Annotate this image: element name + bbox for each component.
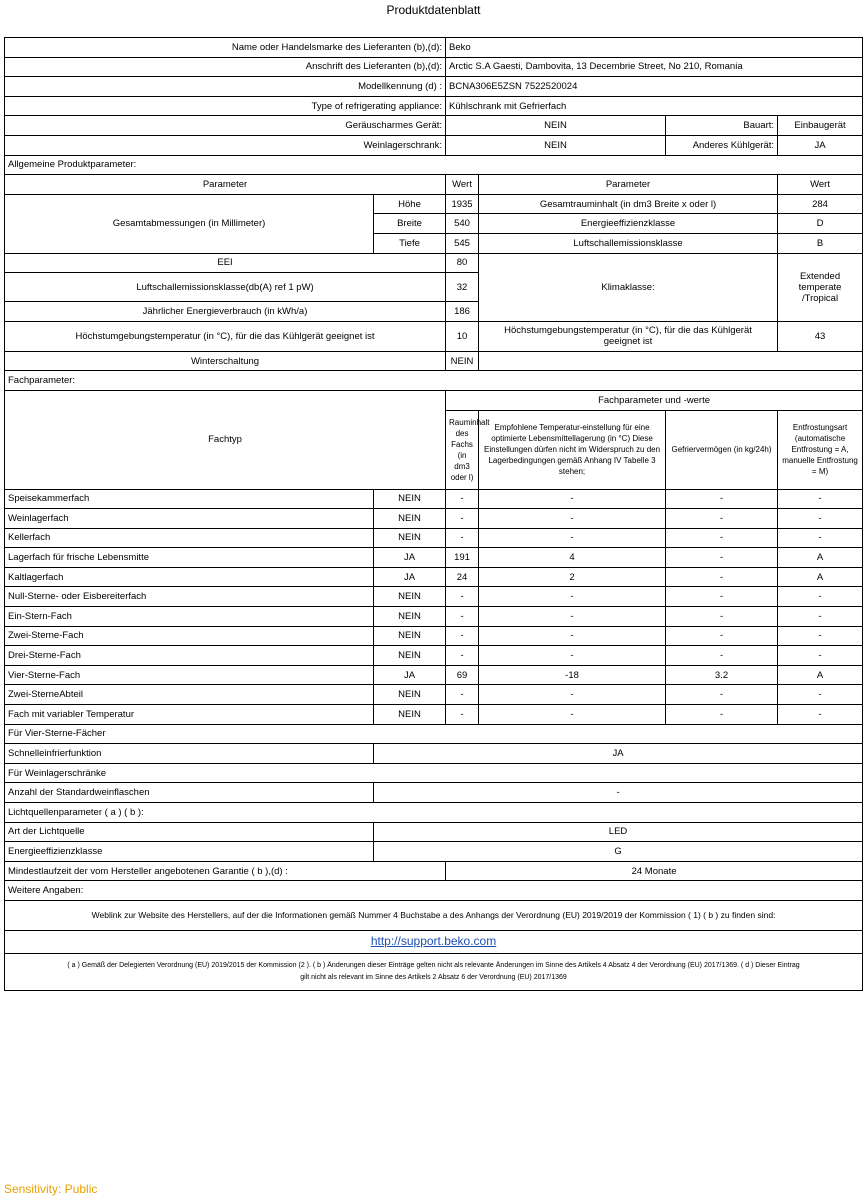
compartment-volume: 24 xyxy=(446,567,479,587)
compartment-name: Fach mit variabler Temperatur xyxy=(5,705,374,725)
compartment-freezing-capacity: - xyxy=(666,607,778,627)
row-light-type xyxy=(5,822,863,842)
table-row xyxy=(5,607,863,627)
section-four-star xyxy=(5,724,863,744)
compartment-defrost: - xyxy=(778,509,863,529)
value: 24 Monate xyxy=(446,861,863,881)
compartment-present: NEIN xyxy=(374,607,446,627)
climate-line: Extended xyxy=(799,270,841,282)
row-model xyxy=(5,77,863,97)
column-header: Parameter xyxy=(479,175,778,195)
section-heading: Allgemeine Produktparameter: xyxy=(5,155,863,175)
value: 80 xyxy=(446,253,479,273)
compartment-freezing-capacity: - xyxy=(666,626,778,646)
compartment-name: Lagerfach für frische Lebensmitte xyxy=(5,548,374,568)
section-light xyxy=(5,803,863,823)
value: LED xyxy=(374,822,863,842)
section-heading: Für Weinlagerschränke xyxy=(5,763,863,783)
label: Bauart: xyxy=(666,116,778,136)
row-wine-cabinet xyxy=(5,135,863,155)
compartment-temperature: -18 xyxy=(479,665,666,685)
table-row xyxy=(5,567,863,587)
compartment-defrost: - xyxy=(778,646,863,666)
label: Breite xyxy=(374,214,446,234)
compartment-freezing-capacity: - xyxy=(666,685,778,705)
label: Winterschaltung xyxy=(5,351,446,371)
value: Beko xyxy=(446,38,863,58)
compartment-defrost: A xyxy=(778,567,863,587)
compartment-present: NEIN xyxy=(374,587,446,607)
compartment-temperature: - xyxy=(479,626,666,646)
compartment-freezing-capacity: - xyxy=(666,646,778,666)
compartment-volume: 191 xyxy=(446,548,479,568)
climate-label: Klimaklasse: xyxy=(479,253,778,321)
section-heading: Fachparameter: xyxy=(5,371,863,391)
label: Anschrift des Lieferanten (b),(d): xyxy=(5,57,446,77)
climate-line: temperate xyxy=(798,281,842,293)
compartment-present: JA xyxy=(374,567,446,587)
value: - xyxy=(374,783,863,803)
table-row xyxy=(5,489,863,509)
compartment-freezing-capacity: - xyxy=(666,548,778,568)
column-header: Wert xyxy=(778,175,863,195)
row-general-header xyxy=(5,175,863,195)
compartment-present: NEIN xyxy=(374,489,446,509)
compartment-volume: - xyxy=(446,528,479,548)
compartment-temperature: - xyxy=(479,489,666,509)
value: 545 xyxy=(446,233,479,253)
column-header: Wert xyxy=(446,175,479,195)
label: Gesamtrauminhalt (in dm3 Breite x oder l) xyxy=(479,194,778,214)
compartment-defrost: - xyxy=(778,528,863,548)
table-row xyxy=(5,665,863,685)
section-wine xyxy=(5,763,863,783)
compartment-temperature: - xyxy=(479,528,666,548)
compartment-freezing-capacity: 3.2 xyxy=(666,665,778,685)
compartment-present: NEIN xyxy=(374,528,446,548)
label-line: geeignet ist xyxy=(603,336,653,348)
value: 540 xyxy=(446,214,479,234)
compartment-volume: - xyxy=(446,626,479,646)
label: Name oder Handelsmarke des Lieferanten (b),(d): xyxy=(5,38,446,58)
dimensions-label: Gesamtabmessungen (in Millimeter) xyxy=(5,194,374,253)
label: Type of refrigerating appliance: xyxy=(5,96,446,116)
column-header: Parameter xyxy=(5,175,446,195)
value: JA xyxy=(374,744,863,764)
compartment-defrost: - xyxy=(778,587,863,607)
row-warranty xyxy=(5,861,863,881)
column-header: Entfrostungsart (automatische Entfrostung = A, manuelle Entfrostung = M) xyxy=(778,410,863,489)
compartment-temperature: - xyxy=(479,587,666,607)
compartment-volume: - xyxy=(446,646,479,666)
compartment-freezing-capacity: - xyxy=(666,567,778,587)
table-row xyxy=(5,646,863,666)
label: EEI xyxy=(5,253,446,273)
row-quiet xyxy=(5,116,863,136)
compartment-volume: - xyxy=(446,489,479,509)
compartment-present: NEIN xyxy=(374,705,446,725)
label: Tiefe xyxy=(374,233,446,253)
value: Einbaugerät xyxy=(778,116,863,136)
table-row xyxy=(5,548,863,568)
value: BCNA306E5ZSN 7522520024 xyxy=(446,77,863,97)
label: Energieeffizienzklasse xyxy=(479,214,778,234)
compartment-name: Zwei-Sterne-Fach xyxy=(5,626,374,646)
compartment-volume: - xyxy=(446,607,479,627)
label: Jährlicher Energieverbrauch (in kWh/a) xyxy=(5,302,446,322)
compartment-name: Zwei-SterneAbteil xyxy=(5,685,374,705)
compartment-name: Weinlagerfach xyxy=(5,509,374,529)
table-row xyxy=(5,528,863,548)
compartment-name: Speisekammerfach xyxy=(5,489,374,509)
label: Modellkennung (d) : xyxy=(5,77,446,97)
compartment-temperature: - xyxy=(479,705,666,725)
row-appliance-type xyxy=(5,96,863,116)
value: 43 xyxy=(778,321,863,351)
section-heading: Für Vier-Sterne-Fächer xyxy=(5,724,863,744)
label: Mindestlaufzeit der vom Hersteller angebotenen Garantie ( b ),(d) : xyxy=(5,861,446,881)
compartment-temperature: 4 xyxy=(479,548,666,568)
value: JA xyxy=(778,135,863,155)
row-supplier-address xyxy=(5,57,863,77)
compartment-present: NEIN xyxy=(374,685,446,705)
section-compartments xyxy=(5,371,863,391)
value: D xyxy=(778,214,863,234)
value: G xyxy=(374,842,863,862)
compartment-present: NEIN xyxy=(374,626,446,646)
label: Höchstumgebungstemperatur (in °C), für die das Kühlgerät geeignet ist xyxy=(5,321,446,351)
compartment-volume: - xyxy=(446,705,479,725)
value: NEIN xyxy=(446,135,666,155)
section-further xyxy=(5,881,863,901)
row-supplier-name xyxy=(5,38,863,58)
value: 186 xyxy=(446,302,479,322)
climate-value xyxy=(778,253,863,321)
compartment-rows xyxy=(5,489,863,724)
climate-line: /Tropical xyxy=(802,292,839,304)
row-weblink xyxy=(5,900,863,930)
sensitivity-label: Sensitivity: Public xyxy=(4,1182,98,1196)
compartment-present: NEIN xyxy=(374,509,446,529)
label: Anzahl der Standardweinflaschen xyxy=(5,783,374,803)
table-row xyxy=(5,705,863,725)
value: Arctic S.A Gaesti, Dambovita, 13 Decembrie Street, No 210, Romania xyxy=(446,57,863,77)
compartment-volume: - xyxy=(446,509,479,529)
label: Anderes Kühlgerät: xyxy=(666,135,778,155)
compartment-name: Kellerfach xyxy=(5,528,374,548)
compartment-temperature: - xyxy=(479,509,666,529)
product-data-sheet xyxy=(4,37,863,991)
table-row xyxy=(5,685,863,705)
column-header: Empfohlene Temperatur-einstellung für eine optimierte Lebensmittellagerung (in °C) Diese Einstellungen dürfen nicht im Widerspruch zu den Lagerbedingungen gemäß Anhang IV Tabelle 3 stehen; xyxy=(479,410,666,489)
section-heading: Lichtquellenparameter ( a ) ( b ): xyxy=(5,803,863,823)
compartment-present: NEIN xyxy=(374,646,446,666)
footnote xyxy=(5,953,863,990)
value: 1935 xyxy=(446,194,479,214)
value: B xyxy=(778,233,863,253)
label: Höhe xyxy=(374,194,446,214)
group-header: Fachparameter und -werte xyxy=(446,390,863,410)
value: 284 xyxy=(778,194,863,214)
compartment-temperature: - xyxy=(479,685,666,705)
label-line: Höchstumgebungstemperatur (in °C), für die das Kühlgerät xyxy=(504,325,752,337)
footnote-line: ( a ) Gemäß der Delegierten Verordnung (EU) 2019/2015 der Kommission (2 ). ( b ) Änderungen dieser Einträge gelten nicht als relevante Änderungen im Sinne des Artikels 4 Absatz 4 der Verordnung (EU) 2017/1369. ( d ) Dieser Eintrag xyxy=(67,961,800,969)
compartment-name: Null-Sterne- oder Eisbereiterfach xyxy=(5,587,374,607)
compartment-name: Kaltlagerfach xyxy=(5,567,374,587)
row-winter xyxy=(5,351,863,371)
label: Schnelleinfrierfunktion xyxy=(5,744,374,764)
row-quickfreeze xyxy=(5,744,863,764)
compartment-volume: - xyxy=(446,685,479,705)
footnote-line: gilt nicht als relevant im Sinne des Artikels 2 Absatz 6 der Verordnung (EU) 2017/1369 xyxy=(300,973,567,981)
value: NEIN xyxy=(446,351,479,371)
value: Kühlschrank mit Gefrierfach xyxy=(446,96,863,116)
compartment-freezing-capacity: - xyxy=(666,587,778,607)
row-height xyxy=(5,194,863,214)
compartment-defrost: - xyxy=(778,489,863,509)
compartment-freezing-capacity: - xyxy=(666,528,778,548)
compartment-name: Drei-Sterne-Fach xyxy=(5,646,374,666)
table-row xyxy=(5,587,863,607)
row-light-class xyxy=(5,842,863,862)
compartment-defrost: - xyxy=(778,705,863,725)
label: Geräuscharmes Gerät: xyxy=(5,116,446,136)
compartment-name: Ein-Stern-Fach xyxy=(5,607,374,627)
value: 32 xyxy=(446,273,479,302)
label: Luftschallemissionsklasse(db(A) ref 1 pW) xyxy=(5,273,446,302)
row-bottles xyxy=(5,783,863,803)
value: 10 xyxy=(446,321,479,351)
column-header: Rauminhalt des Fachs (in dm3 oder l) xyxy=(446,410,479,489)
compartment-temperature: - xyxy=(479,646,666,666)
compartment-defrost: - xyxy=(778,685,863,705)
compartment-present: JA xyxy=(374,548,446,568)
compartment-temperature: - xyxy=(479,607,666,627)
compartment-freezing-capacity: - xyxy=(666,705,778,725)
section-general xyxy=(5,155,863,175)
row-compartment-group xyxy=(5,390,863,410)
row-url xyxy=(5,930,863,953)
table-row xyxy=(5,509,863,529)
compartment-present: JA xyxy=(374,665,446,685)
section-heading: Weitere Angaben: xyxy=(5,881,863,901)
label xyxy=(479,321,778,351)
column-header: Gefriervermögen (in kg/24h) xyxy=(666,410,778,489)
compartment-freezing-capacity: - xyxy=(666,489,778,509)
row-eei xyxy=(5,253,863,273)
page-title: Produktdatenblatt xyxy=(386,3,481,17)
compartment-defrost: - xyxy=(778,626,863,646)
compartment-name: Vier-Sterne-Fach xyxy=(5,665,374,685)
label: Luftschallemissionsklasse xyxy=(479,233,778,253)
value: NEIN xyxy=(446,116,666,136)
compartment-freezing-capacity: - xyxy=(666,509,778,529)
manufacturer-link[interactable]: http://support.beko.com xyxy=(370,933,497,948)
compartment-temperature: 2 xyxy=(479,567,666,587)
weblink-text: Weblink zur Website des Herstellers, auf der die Informationen gemäß Nummer 4 Buchstabe a des Anhangs der Verordnung (EU) 2019/2019 der Kommission ( 1) ( b ) zu finden sind: xyxy=(5,900,863,930)
label: Energieeffizienzklasse xyxy=(5,842,374,862)
compartment-defrost: A xyxy=(778,665,863,685)
compartment-defrost: A xyxy=(778,548,863,568)
label: Weinlagerschrank: xyxy=(5,135,446,155)
label: Art der Lichtquelle xyxy=(5,822,374,842)
row-footnote xyxy=(5,953,863,990)
compartment-volume: - xyxy=(446,587,479,607)
table-row xyxy=(5,626,863,646)
compartment-defrost: - xyxy=(778,607,863,627)
row-temperature xyxy=(5,321,863,351)
column-header: Fachtyp xyxy=(5,390,446,489)
compartment-volume: 69 xyxy=(446,665,479,685)
